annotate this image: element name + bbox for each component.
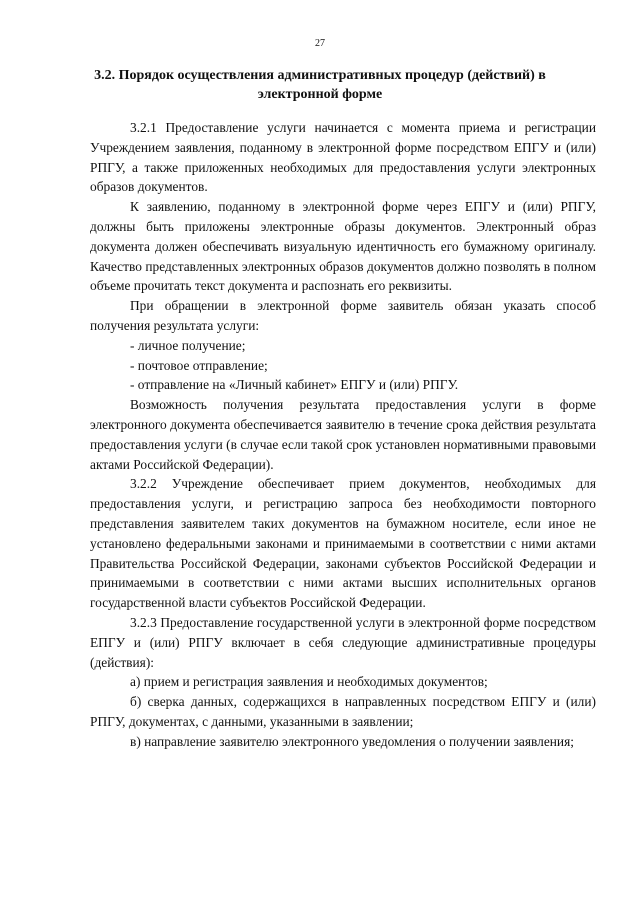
list-item: б) сверка данных, содержащихся в направленных посредством ЕПГУ и (или) РПГУ, документах, с данными, указанными в заявлении; bbox=[90, 694, 596, 729]
paragraph: К заявлению, поданному в электронной форме через ЕПГУ и (или) РПГУ, должны быть приложены электронные образы документов. Электронный образ документа должен обеспечивать визуальную идентичность его бумажному оригиналу. Качество представленных электронных образов документов должно позволять в полном объеме прочитать текст документа и распознать его реквизиты. bbox=[90, 199, 596, 294]
paragraph: При обращении в электронной форме заявитель обязан указать способ получения результата услуги: bbox=[90, 298, 596, 333]
section-heading: 3.2. Порядок осуществления административных процедур (действий) в электронной форме bbox=[94, 68, 546, 102]
paragraph: Возможность получения результата предоставления услуги в форме электронного документа обеспечивается заявителю в течение срока действия результата предоставления услуги (в случае если такой срок установлен нормативными правовыми актами Российской Федерации). bbox=[90, 397, 596, 472]
list-item: - личное получение; bbox=[130, 337, 246, 353]
paragraph: 3.2.2 Учреждение обеспечивает прием документов, необходимых для предоставления услуги, и регистрацию запроса без необходимости повторного представления заявителем таких документов на бумажном носителе, если иное не установлено федеральными законами и принимаемыми в соответствии с ними актами Правительства Российской Федерации, законами субъектов Российской Федерации и принимаемыми в соответствии с ними актами высших исполнительных органов государственной власти субъектов Российской Федерации. bbox=[90, 476, 596, 611]
page-number: 27 bbox=[315, 38, 325, 49]
list-item: а) прием и регистрация заявления и необходимых документов; bbox=[130, 674, 488, 690]
list-item: - почтовое отправление; bbox=[130, 357, 268, 373]
list-item: - отправление на «Личный кабинет» ЕПГУ и (или) РПГУ. bbox=[130, 377, 459, 393]
list-item: в) направление заявителю электронного уведомления о получении заявления; bbox=[130, 733, 574, 749]
paragraph: 3.2.1 Предоставление услуги начинается с момента приема и регистрации Учреждением заявления, поданному в электронной форме посредством ЕПГУ и (или) РПГУ, а также приложенных необходимых для предоставления услуги электронных образов документов. bbox=[90, 120, 596, 195]
body-text bbox=[90, 118, 596, 752]
paragraph: 3.2.3 Предоставление государственной услуги в электронной форме посредством ЕПГУ и (или) РПГУ включает в себя следующие административные процедуры (действия): bbox=[90, 614, 596, 670]
